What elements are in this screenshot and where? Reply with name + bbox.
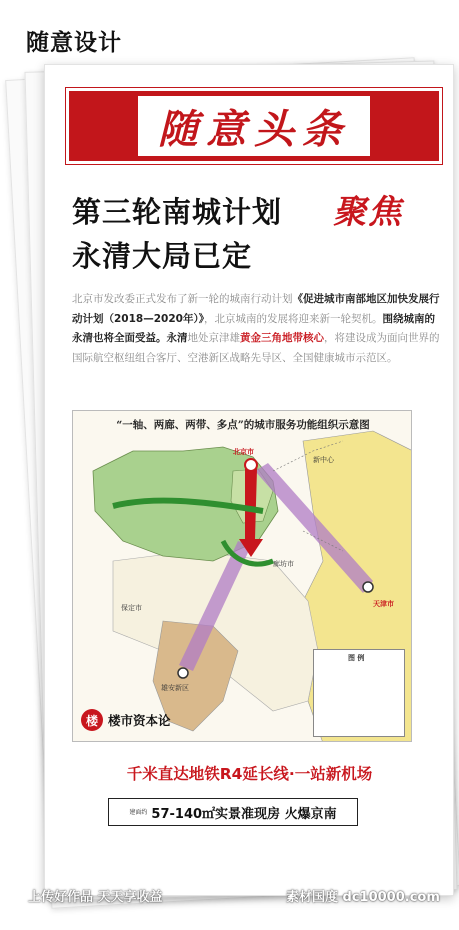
map-legend — [313, 649, 405, 737]
headline-line-1: 第三轮南城计划 — [72, 195, 283, 229]
body-text-p2a: 围绕城南的永清也将全面受益。 — [72, 312, 435, 345]
brand-icon: 楼 — [81, 709, 103, 731]
map-label-baoding: 保定市 — [121, 604, 142, 612]
map-node-tianjin — [363, 582, 373, 592]
masthead-title: 随意头条 — [158, 105, 350, 153]
masthead-box — [138, 96, 370, 156]
slogan-text: 千米直达地铁R4延长线·一站新机场 — [126, 765, 373, 783]
brand-badge — [81, 709, 171, 731]
body-text-p1b: 《促进城市南部地区加快发展行动计划（2018—2020年）》 — [72, 293, 440, 325]
sale-text: 57-140㎡实景准现房 火爆京南 — [151, 806, 337, 822]
map-label-tianjin: 天津市 — [373, 600, 394, 608]
headline-focus: 聚焦 — [333, 192, 403, 231]
watermark-right: 素材国度 dc10000.com — [286, 890, 440, 905]
headline-line-2: 永清大局已定 — [72, 239, 253, 273]
body-text-p1a: 北京市发改委正式发布了新一轮的城南行动计划 — [72, 293, 293, 305]
body-text-p2b: 永清 — [166, 332, 188, 345]
brand-name: 楼市资本论 — [108, 713, 171, 728]
map-label-langfang: 廊坊市 — [273, 560, 294, 568]
legend-title: 图 例 — [348, 654, 365, 662]
body-text-p1c: ，北京城南的发展将迎来新一轮契机。 — [203, 312, 383, 325]
masthead-banner — [66, 88, 442, 164]
body-text-p2d: 黄金三角地带核心 — [240, 332, 324, 345]
map-title: “一轴、两廊、两带、多点”的城市服务功能组织示意图 — [116, 419, 370, 431]
body-text-p2e: ，将建设成为面向世界的国际航空枢纽组合客厅、空港新区战略先导区、全国健康城市示范区。 — [72, 332, 440, 364]
map-label-beijing: 北京市 — [233, 448, 254, 456]
map-node-xiongan — [178, 668, 188, 678]
sale-prefix: 建面约 — [129, 808, 148, 816]
sale-box — [108, 798, 358, 826]
map-node-beijing — [245, 459, 257, 471]
page-title: 随意设计 — [26, 30, 122, 56]
map-label-xiongan: 雄安新区 — [161, 684, 189, 692]
article-body — [72, 290, 442, 368]
body-text-p2c: 地处京津雄 — [187, 332, 240, 345]
watermark-left: 上传好作品 天天享收益 — [28, 890, 163, 905]
map-label-xinzhongxin: 新中心 — [313, 456, 334, 464]
city-function-map — [72, 410, 412, 742]
